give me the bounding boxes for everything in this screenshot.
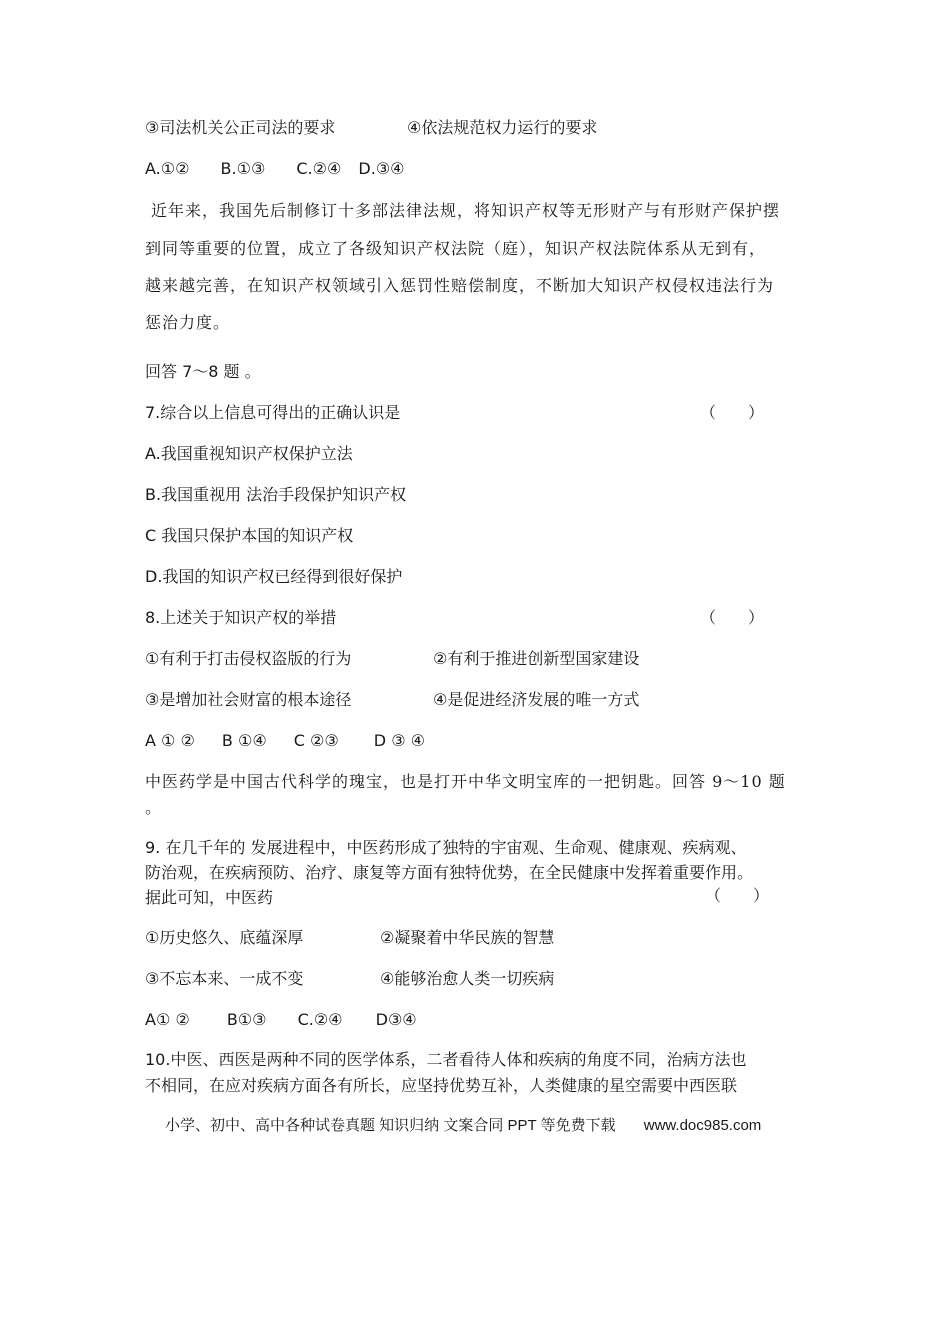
choice-d: D ③ ④ (373, 731, 425, 750)
choice-b: B ①④ (221, 731, 267, 750)
answer-blank: （ ） (700, 403, 765, 422)
option-2: ②凝聚着中华民族的智慧 (380, 928, 555, 947)
option-line (145, 969, 555, 989)
question-stem: 据此可知，中医药 (145, 888, 274, 907)
answer-blank: （ ） (705, 886, 770, 905)
page-footer (165, 1116, 761, 1136)
question-stem: 9. 在几千年的 发展进程中，中医药形成了独特的宇宙观、生命观、健康观、疾病观、 (145, 838, 747, 857)
option-3: ③是增加社会财富的根本途径 (145, 690, 352, 709)
option-3: ③司法机关公正司法的要求 (145, 118, 336, 137)
choice-line (145, 731, 451, 751)
option-line (145, 690, 640, 710)
option-1: ①有利于打击侵权盗版的行为 (145, 649, 352, 668)
choice-c: C ②③ (293, 731, 339, 750)
option-4: ④能够治愈人类一切疾病 (380, 969, 555, 988)
choice-a: A.①② (145, 159, 190, 178)
choice-c: C.②④ (296, 159, 342, 178)
question-option: C 我国只保护本国的知识产权 (145, 526, 354, 545)
choice-b: B①③ (226, 1010, 267, 1029)
option-4: ④是促进经济发展的唯一方式 (433, 690, 640, 709)
choice-d: D.③④ (358, 159, 405, 178)
choice-a: A① ② (145, 1010, 190, 1029)
question-option: A.我国重视知识产权保护立法 (145, 444, 353, 463)
question-stem: 防治观，在疾病预防、治疗、康复等方面有独特优势，在全民健康中发挥着重要作用。 (145, 863, 754, 882)
option-1: ①历史悠久、底蕴深厚 (145, 928, 304, 947)
passage-line: 惩治力度。 (145, 313, 231, 332)
footer-url[interactable]: www.doc985.com (643, 1117, 762, 1134)
passage-line: 中医药学是中国古代科学的瑰宝，也是打开中华文明宝库的一把钥匙。回答 9～10 题 (145, 772, 786, 791)
choice-b: B.①③ (220, 159, 266, 178)
question-option: D.我国的知识产权已经得到很好保护 (145, 567, 403, 586)
choice-c: C.②④ (297, 1010, 343, 1029)
option-line (145, 118, 598, 138)
question-stem: 不相同，在应对疾病方面各有所长，应坚持优势互补，人类健康的星空需要中西医联 (145, 1076, 738, 1095)
footer-text: 小学、初中、高中各种试卷真题 知识归纳 文案合同 PPT 等免费下载 (165, 1117, 616, 1134)
passage-line: 越来越完善，在知识产权领域引入惩罚性赔偿制度，不断加大知识产权侵权违法行为 (145, 276, 775, 295)
option-4: ④依法规范权力运行的要求 (407, 118, 598, 137)
passage-prompt: 回答 7～8 题 。 (145, 362, 261, 381)
question-option: B.我国重视用 法治手段保护知识产权 (145, 485, 407, 504)
answer-blank: （ ） (700, 608, 765, 627)
question-stem: 7.综合以上信息可得出的正确认识是 (145, 403, 401, 422)
passage-line: 。 (145, 798, 162, 817)
choice-a: A ① ② (145, 731, 195, 750)
choice-d: D③④ (375, 1010, 417, 1029)
passage-line: 到同等重要的位置，成立了各级知识产权法院（庭），知识产权法院体系从无到有， (145, 239, 767, 258)
question-stem: 8.上述关于知识产权的举措 (145, 608, 337, 627)
choice-line (145, 159, 431, 179)
question-stem: 10.中医、西医是两种不同的医学体系，二者看待人体和疾病的角度不同，治病方法也 (145, 1050, 747, 1069)
option-line (145, 928, 555, 948)
option-3: ③不忘本来、一成不变 (145, 969, 304, 988)
choice-line (145, 1010, 443, 1030)
passage-line: 近年来，我国先后制修订十多部法律法规，将知识产权等无形财产与有形财产保护摆 (151, 201, 781, 220)
option-line (145, 649, 640, 669)
option-2: ②有利于推进创新型国家建设 (433, 649, 640, 668)
